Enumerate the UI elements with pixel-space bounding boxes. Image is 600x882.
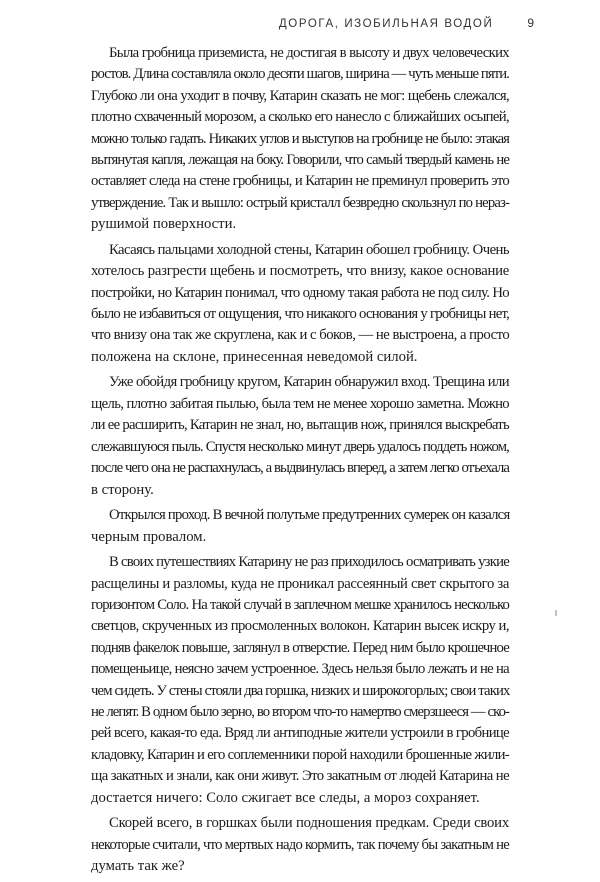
text-line: не лепят. В одном было зерно, во втором что-то намертво смерзшееся — ско- (91, 703, 510, 720)
text-line: В своих путешествиях Катарину не раз приходилось осматривать узкие (109, 554, 509, 571)
paragraph (91, 372, 509, 500)
text-line: щель, плотно забитая пылью, была тем не менее хорошо заметна. Можно (91, 395, 509, 412)
margin-mark (555, 610, 557, 616)
text-line: можно только гадать. Никаких углов и выступов на гробнице не было: этакая (91, 130, 509, 147)
text-line: было не избавиться от ощущения, что никакого основания у гробницы нет, (91, 306, 509, 323)
text-line: после чего она не распахнулась, а выдвинулась вперед, а затем легко отъехала (91, 460, 509, 477)
text-line: в сторону. (91, 481, 154, 498)
text-line: постройки, но Катарин понимал, что одному такая работа не под силу. Но (91, 284, 509, 301)
text-line: горизонтом Соло. На такой случай в заплечном мешке хранилось несколько (91, 596, 509, 613)
page-number: 9 (527, 16, 534, 30)
text-line: слежавшуюся пыль. Спустя несколько минут дверь удалось поддеть ножом, (91, 438, 509, 455)
text-line: некоторые считали, что мертвых надо кормить, так почему бы закатным не (91, 836, 509, 853)
text-line: Касаясь пальцами холодной стены, Катарин обошел гробницу. Очень (109, 241, 509, 258)
text-line: чем сидеть. У стены стояли два горшка, низких и широкогорлых; свои таких (91, 682, 510, 699)
text-line: положена на склоне, принесенная неведомой силой. (91, 348, 418, 365)
paragraph (91, 552, 509, 809)
text-line: ли ее расширить, Катарин не знал, но, вытащив нож, принялся выскребать (91, 417, 509, 434)
text-line: подняв факелок повыше, заглянул в отверстие. Перед ним было крошечное (91, 639, 509, 656)
text-line: думать так же? (91, 857, 185, 874)
text-line: Была гробница приземиста, не достигая в высоту и двух человеческих (109, 45, 509, 61)
text-line: расщелины и разломы, куда не проникал рассеянный свет скрытого за (91, 575, 509, 592)
text-line: Уже обойдя гробницу кругом, Катарин обнаружил вход. Трещина или (109, 374, 509, 391)
running-head (279, 16, 534, 30)
text-line: ща закатных и знали, как они живут. Это закатным от людей Катарина не (91, 768, 509, 785)
body-text (91, 43, 509, 882)
text-line: кладовку, Катарин и его соплеменники порой находили брошенные жили- (91, 746, 509, 763)
paragraph (91, 813, 509, 877)
paragraph (91, 505, 509, 548)
text-line: светцов, скрученных из просмоленных волокон. Катарин высек искру и, (91, 618, 509, 635)
running-title: ДОРОГА, ИЗОБИЛЬНАЯ ВОДОЙ (278, 18, 494, 30)
paragraph (91, 240, 509, 368)
text-line: что внизу она так же скруглена, как и с боков, — не выстроена, а просто (91, 327, 510, 344)
text-line: помещеньице, неясно зачем устроенное. Здесь нельзя было лежать и не на (91, 661, 509, 678)
text-line: плотно схваченный морозом, а сколько его нанесло с ближайших осыпей, (91, 109, 509, 126)
text-line: рей всего, какая-то еда. Вряд ли антиподные жители устроили в гробнице (91, 725, 509, 742)
text-line: черным провалом. (91, 528, 207, 545)
text-line: рушимой поверхности. (91, 216, 237, 233)
text-line: ростов. Длина составляла около десяти шагов, ширина — чуть меньше пяти. (91, 66, 509, 83)
text-line: вытянутая капля, лежащая на боку. Говорили, что самый твердый камень не (91, 152, 509, 169)
text-line: оставляет следа на стене гробницы, и Катарин не преминул проверить это (91, 173, 509, 190)
text-line: достается ничего: Соло сжигает все следы, а мороз сохраняет. (91, 789, 480, 806)
text-line: хотелось разгрести щебень и посмотреть, что внизу, какое основание (91, 263, 509, 280)
text-line: Открылся проход. В вечной полутьме предутренних сумерек он казался (109, 507, 510, 524)
text-line: утверждение. Так и вышло: острый кристалл безвредно скользнул по нераз- (91, 194, 509, 211)
paragraph (91, 43, 509, 236)
text-line: Скорей всего, в горшках были подношения предкам. Среди своих (109, 815, 509, 832)
text-line: Глубоко ли она уходит в почву, Катарин сказать не мог: щебень слежался, (91, 87, 509, 104)
